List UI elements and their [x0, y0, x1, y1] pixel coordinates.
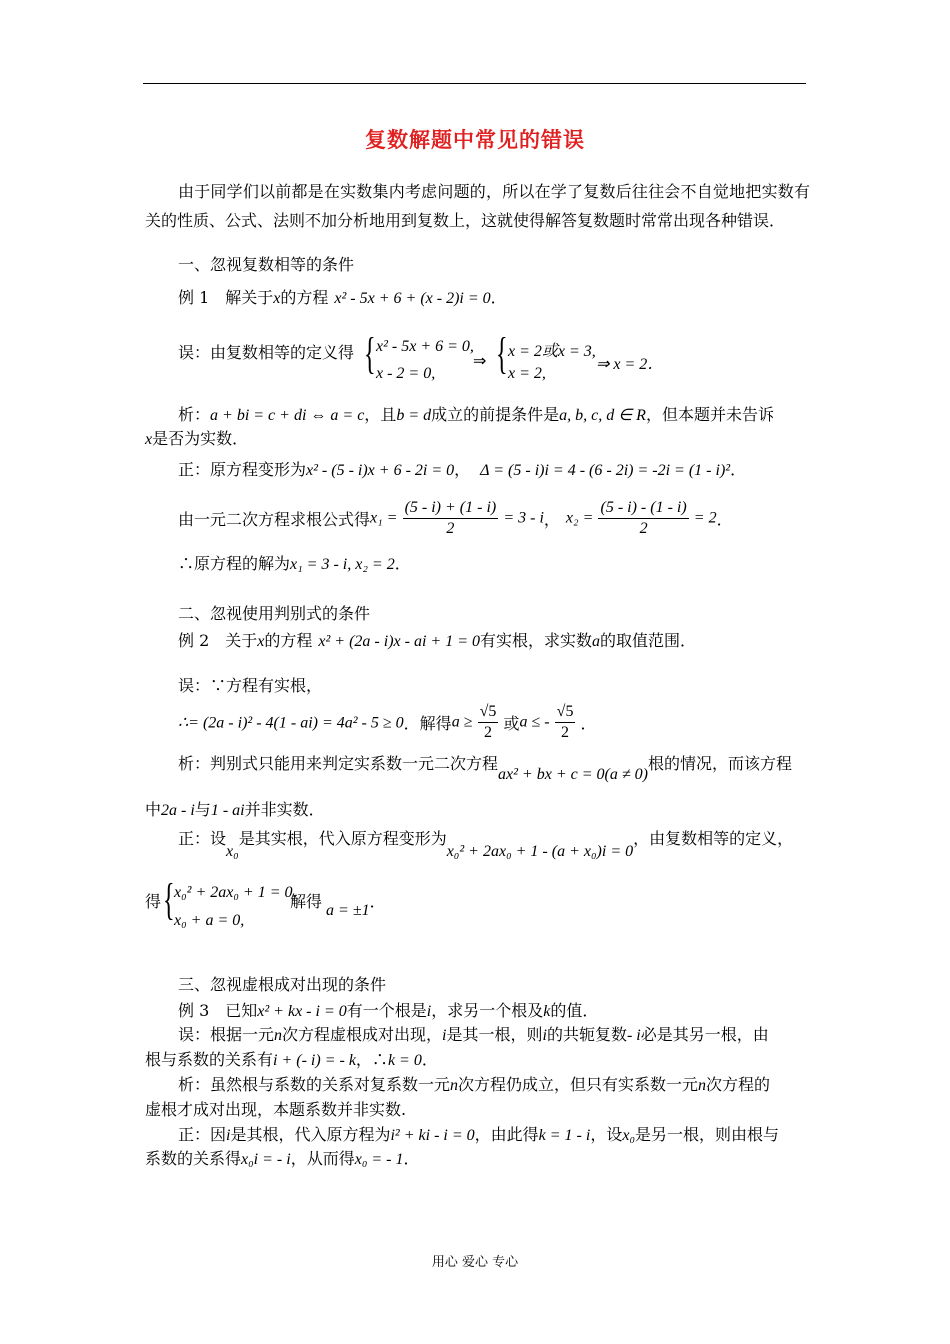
system-3-line-1: x₀² + 2ax₀ + 1 = 0,	[174, 884, 297, 901]
system-2-line-2: x = 2,	[508, 365, 546, 382]
analysis-1-line-2: x是否为实数．	[145, 429, 249, 448]
intro-paragraph: 由于同学们以前都是在实数集内考虑问题的，所以在学了复数后往往会不自觉地把实数有关的性质、公式、法则不加分析地用到复数上，这就使得解答复数题时常常出现各种错误．	[145, 182, 810, 230]
analysis-1-line-1: 析：a + bi = c + di ⇔ a = c，且b = d成立的前提条件是a, b, c, d ∈ R，但本题并未告诉	[178, 405, 774, 424]
page-title: 复数解题中常见的错误	[365, 127, 585, 152]
analysis-2-line-2: 中2a - i与1 - ai并非实数．	[145, 800, 325, 819]
analysis-2-line-1: 析：判别式只能用来判定实系数一元二次方程ax² + bx + c = 0(a ≠ 0)根的情况，而该方程	[178, 754, 792, 783]
analysis-3-line-2: 虚根才成对出现，本题系数并非实数.	[145, 1100, 407, 1119]
left-brace: {	[496, 329, 508, 378]
solution-1: ∴原方程的解为x₁ = 3 - i, x₂ = 2．	[178, 554, 411, 573]
error-3-line-2: 根与系数的关系有i + (- i) = - k，∴k = 0．	[145, 1050, 438, 1069]
implies-arrow: ⇒	[473, 353, 487, 370]
correction-2-result: 解得 a = ±1．	[290, 892, 386, 919]
header-rule	[143, 83, 806, 84]
root-1-fraction: $\frac{(5 - i) + (1 - i)}{2}$	[404, 499, 497, 537]
example-1: 例 1 解关于x的方程 x² - 5x + 6 + (x - 2)i = 0．	[178, 288, 507, 307]
root-2-fraction: $\frac{(5 - i) - (1 - i)}{2}$	[600, 499, 687, 537]
section-1-heading: 一、忽视复数相等的条件	[178, 255, 355, 274]
example-2: 例 2 关于x的方程 x² + (2a - i)x - ai + 1 = 0有实根，求实数a的取值范围．	[178, 631, 697, 650]
correction-3-line-1: 正：因i是其根，代入原方程为i² + ki - i = 0，由此得k = 1 - i，设x₀是另一根，则由根与	[178, 1125, 780, 1144]
left-brace: {	[163, 875, 175, 924]
error-2-line-1: 误：∵方程有实根，	[178, 676, 323, 695]
correction-3-line-2: 系数的关系得x₀i = - i，从而得x₀ = - 1．	[145, 1149, 420, 1168]
system-1-line-2: x - 2 = 0,	[376, 365, 436, 382]
correction-2-get: 得	[145, 892, 162, 911]
system-3-line-2: x₀ + a = 0,	[174, 912, 245, 929]
error-3-line-1: 误：根据一元n次方程虚根成对出现，i是其一根，则i的共轭复数- i必是其另一根，由	[178, 1025, 769, 1044]
correction-1-line-1: 正：原方程变形为x² - (5 - i)x + 6 - 2i = 0， Δ = (5 - i)i = 4 - (6 - 2i) = -2i = (1 - i)²．	[178, 460, 747, 479]
section-3-heading: 三、忽视虚根成对出现的条件	[178, 975, 387, 994]
roots-formula-line: 由一元二次方程求根公式得x₁ = $\frac{(5 - i) + (1 - i)}{2}$ = 3 - i， x₂ = $\frac{(5 - i) - (1 - i)}{2}$ = 2．	[178, 499, 733, 537]
system-2-line-1: x = 2或x = 3,	[508, 343, 596, 360]
error-1-label: 误：由复数相等的定义得	[178, 343, 355, 362]
error-2-line-2: ∴= (2a - i)² - 4(1 - ai) = 4a² - 5 ≥ 0．解得a ≥ $\frac{√5}{2}$ 或a ≤ - $\frac{√5}{2}$ ．	[178, 703, 597, 741]
page-footer: 用心 爱心 专心	[431, 1255, 519, 1270]
correction-2-line-1: 正：设x₀是其实根，代入原方程变形为x₀² + 2ax₀ + 1 - (a + x₀)i = 0，由复数相等的定义，	[178, 829, 794, 860]
sqrt5-over-2-fraction: $\frac{√5}{2}$	[479, 703, 497, 741]
left-brace: {	[364, 329, 376, 378]
error-1-result: ⇒ x = 2．	[596, 356, 664, 373]
system-1-line-1: x² - 5x + 6 = 0,	[376, 338, 474, 355]
section-2-heading: 二、忽视使用判别式的条件	[178, 604, 371, 623]
example-3: 例 3 已知x² + kx - i = 0有一个根是i，求另一个根及k的值．	[178, 1001, 599, 1020]
sqrt5-over-2-fraction: $\frac{√5}{2}$	[556, 703, 574, 741]
analysis-3-line-1: 析：虽然根与系数的关系对复系数一元n次方程仍成立，但只有实系数一元n次方程的	[178, 1075, 771, 1094]
